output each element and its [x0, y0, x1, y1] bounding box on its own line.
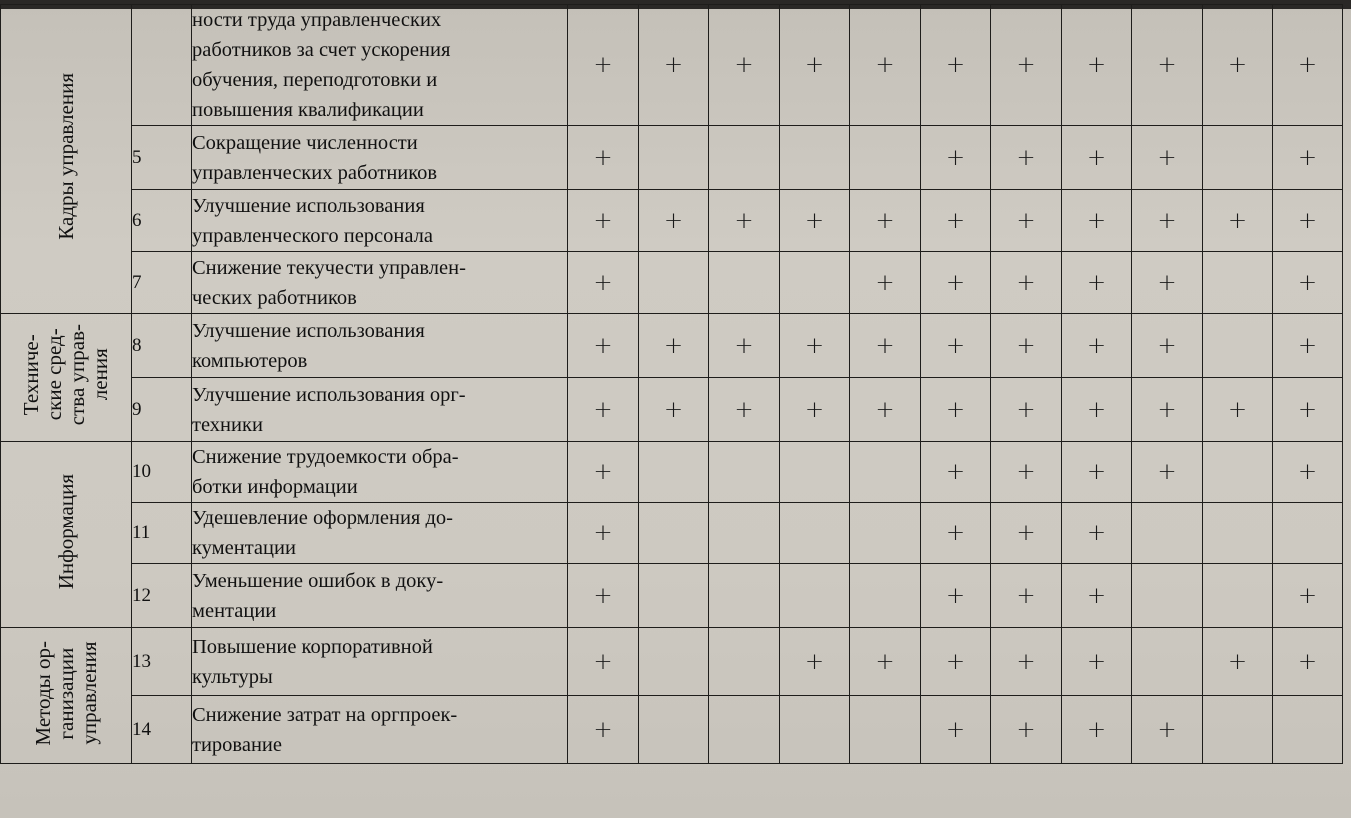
mark-cell: [709, 314, 780, 378]
plus-mark: +: [1157, 396, 1177, 423]
plus-mark: +: [593, 269, 613, 296]
mark-cell: [921, 564, 991, 628]
mark-cell: [709, 190, 780, 252]
mark-cell: [639, 628, 709, 696]
mark-cell: [1062, 190, 1132, 252]
mark-cell: [1273, 628, 1343, 696]
measure-description: Снижение текучести управлен- ческих работников: [192, 252, 568, 314]
mark-cell: [1273, 126, 1343, 190]
plus-mark: +: [804, 648, 825, 675]
plus-mark: +: [1086, 332, 1107, 359]
row-number: [132, 5, 192, 126]
row-number: 8: [132, 314, 192, 378]
mark-cell: [850, 564, 921, 628]
mark-cell: [709, 503, 780, 564]
group-label-cell: [1, 628, 132, 764]
plus-mark: +: [1086, 269, 1107, 296]
mark-cell: [639, 564, 709, 628]
mark-cell: [1132, 314, 1203, 378]
mark-cell: [1132, 5, 1203, 126]
table-row: [1, 5, 1343, 126]
mark-cell: [1132, 628, 1203, 696]
mark-cell: [921, 190, 991, 252]
measure-description: Снижение трудоемкости обра- ботки информации: [192, 442, 568, 503]
plus-mark: +: [1157, 207, 1177, 234]
plus-mark: +: [593, 459, 613, 485]
mark-cell: [639, 378, 709, 442]
mark-cell: [639, 126, 709, 190]
table-body: [1, 5, 1343, 764]
plus-mark: +: [1016, 716, 1036, 743]
mark-cell: [991, 378, 1062, 442]
mark-cell: [780, 442, 850, 503]
plus-mark: +: [1297, 207, 1318, 234]
mark-cell: [991, 628, 1062, 696]
plus-mark: +: [1016, 207, 1036, 234]
plus-mark: +: [1086, 396, 1107, 423]
plus-mark: +: [945, 648, 966, 675]
mark-cell: [1132, 252, 1203, 314]
mark-cell: [1062, 126, 1132, 190]
mark-cell: [709, 564, 780, 628]
plus-mark: +: [663, 52, 684, 78]
mark-cell: [850, 442, 921, 503]
mark-cell: [1203, 628, 1273, 696]
plus-mark: +: [945, 459, 966, 485]
plus-mark: +: [1157, 269, 1177, 296]
plus-mark: +: [875, 332, 895, 359]
plus-mark: +: [945, 269, 966, 296]
mark-cell: [568, 5, 639, 126]
plus-mark: +: [734, 332, 754, 359]
plus-mark: +: [1227, 648, 1248, 675]
mark-cell: [639, 442, 709, 503]
table-row: [1, 503, 1343, 564]
mark-cell: [568, 564, 639, 628]
mark-cell: [568, 252, 639, 314]
mark-cell: [709, 442, 780, 503]
mark-cell: [1203, 378, 1273, 442]
mark-cell: [1062, 5, 1132, 126]
mark-cell: [850, 5, 921, 126]
plus-mark: +: [593, 52, 613, 78]
mark-cell: [850, 628, 921, 696]
plus-mark: +: [1016, 459, 1036, 485]
mark-cell: [639, 190, 709, 252]
group-label-cell: [1, 5, 132, 314]
plus-mark: +: [734, 396, 754, 423]
mark-cell: [1273, 442, 1343, 503]
mark-cell: [1203, 252, 1273, 314]
measure-description: Улучшение использования компьютеров: [192, 314, 568, 378]
mark-cell: [1062, 252, 1132, 314]
table-row: [1, 314, 1343, 378]
group-label: Техниче- ские сред- ства управ- ления: [19, 324, 112, 426]
mark-cell: [1132, 126, 1203, 190]
mark-cell: [1062, 503, 1132, 564]
mark-cell: [921, 5, 991, 126]
mark-cell: [921, 696, 991, 764]
plus-mark: +: [1227, 396, 1248, 423]
mark-cell: [780, 252, 850, 314]
mark-cell: [709, 378, 780, 442]
mark-cell: [1132, 190, 1203, 252]
table-row: [1, 696, 1343, 764]
mark-cell: [568, 442, 639, 503]
plus-mark: +: [875, 52, 895, 78]
measure-description: Уменьшение ошибок в доку- ментации: [192, 564, 568, 628]
mark-cell: [780, 314, 850, 378]
mark-cell: [568, 378, 639, 442]
plus-mark: +: [945, 332, 966, 359]
mark-cell: [780, 378, 850, 442]
mark-cell: [780, 5, 850, 126]
plus-mark: +: [593, 332, 613, 359]
mark-cell: [1203, 5, 1273, 126]
plus-mark: +: [593, 648, 613, 675]
mark-cell: [1273, 5, 1343, 126]
measure-description: Сокращение численности управленческих работников: [192, 126, 568, 190]
mark-cell: [991, 696, 1062, 764]
mark-cell: [639, 314, 709, 378]
plus-mark: +: [1016, 520, 1036, 546]
measure-description: Улучшение использования управленческого персонала: [192, 190, 568, 252]
plus-mark: +: [1297, 332, 1318, 359]
plus-mark: +: [1157, 459, 1177, 485]
plus-mark: +: [1297, 582, 1318, 609]
plus-mark: +: [1157, 52, 1177, 78]
mark-cell: [780, 503, 850, 564]
mark-cell: [568, 696, 639, 764]
mark-cell: [1062, 564, 1132, 628]
plus-mark: +: [1297, 648, 1318, 675]
mark-cell: [1062, 442, 1132, 503]
mark-cell: [991, 503, 1062, 564]
mark-cell: [1203, 503, 1273, 564]
mark-cell: [568, 314, 639, 378]
table-row: [1, 628, 1343, 696]
plus-mark: +: [1016, 648, 1036, 675]
plus-mark: +: [1016, 144, 1036, 171]
mark-cell: [1132, 564, 1203, 628]
mark-cell: [1203, 126, 1273, 190]
plus-mark: +: [734, 207, 754, 234]
mark-cell: [1273, 378, 1343, 442]
mark-cell: [780, 696, 850, 764]
mark-cell: [568, 126, 639, 190]
plus-mark: +: [1016, 332, 1036, 359]
mark-cell: [991, 252, 1062, 314]
mark-cell: [1062, 696, 1132, 764]
mark-cell: [639, 503, 709, 564]
plus-mark: +: [1297, 144, 1318, 171]
plus-mark: +: [945, 716, 966, 743]
mark-cell: [1132, 378, 1203, 442]
plus-mark: +: [1086, 716, 1107, 743]
row-number: 5: [132, 126, 192, 190]
plus-mark: +: [1086, 582, 1107, 609]
mark-cell: [850, 696, 921, 764]
plus-mark: +: [593, 207, 613, 234]
plus-mark: +: [1227, 52, 1248, 78]
plus-mark: +: [804, 52, 825, 78]
row-number: 11: [132, 503, 192, 564]
mark-cell: [921, 314, 991, 378]
mark-cell: [1203, 696, 1273, 764]
mark-cell: [1203, 564, 1273, 628]
mark-cell: [709, 252, 780, 314]
table-row: [1, 126, 1343, 190]
plus-mark: +: [875, 207, 895, 234]
mark-cell: [1273, 190, 1343, 252]
mark-cell: [1273, 314, 1343, 378]
mark-cell: [780, 190, 850, 252]
mark-cell: [709, 126, 780, 190]
measure-description: Улучшение использования орг- техники: [192, 378, 568, 442]
plus-mark: +: [663, 332, 684, 359]
mark-cell: [991, 5, 1062, 126]
mark-cell: [991, 442, 1062, 503]
plus-mark: +: [1157, 144, 1177, 171]
mark-cell: [991, 126, 1062, 190]
mark-cell: [780, 564, 850, 628]
row-number: 12: [132, 564, 192, 628]
table-row: [1, 378, 1343, 442]
plus-mark: +: [945, 520, 966, 546]
mark-cell: [639, 5, 709, 126]
plus-mark: +: [1016, 582, 1036, 609]
mark-cell: [1203, 190, 1273, 252]
group-label-cell: [1, 442, 132, 628]
mark-cell: [1273, 696, 1343, 764]
mark-cell: [1132, 442, 1203, 503]
mark-cell: [1132, 696, 1203, 764]
plus-mark: +: [1086, 459, 1107, 485]
plus-mark: +: [1016, 269, 1036, 296]
mark-cell: [921, 126, 991, 190]
mark-cell: [921, 442, 991, 503]
table-row: [1, 564, 1343, 628]
plus-mark: +: [1016, 52, 1036, 78]
plus-mark: +: [1086, 207, 1107, 234]
plus-mark: +: [1297, 396, 1318, 423]
mark-cell: [850, 190, 921, 252]
mark-cell: [709, 5, 780, 126]
measures-table: [0, 4, 1343, 764]
plus-mark: +: [945, 52, 966, 78]
mark-cell: [1273, 564, 1343, 628]
row-number: 10: [132, 442, 192, 503]
mark-cell: [568, 503, 639, 564]
measure-description: Снижение затрат на оргпроек- тирование: [192, 696, 568, 764]
plus-mark: +: [1297, 52, 1318, 78]
mark-cell: [921, 252, 991, 314]
mark-cell: [921, 503, 991, 564]
plus-mark: +: [663, 396, 684, 423]
mark-cell: [709, 696, 780, 764]
plus-mark: +: [804, 207, 825, 234]
row-number: 6: [132, 190, 192, 252]
mark-cell: [991, 314, 1062, 378]
mark-cell: [991, 564, 1062, 628]
measure-description: ности труда управленческих работников за счет ускорения обучения, переподготовки и повышения квалификации: [192, 5, 568, 126]
plus-mark: +: [593, 716, 613, 743]
group-label: Информация: [53, 474, 78, 590]
plus-mark: +: [1157, 716, 1177, 743]
mark-cell: [991, 190, 1062, 252]
plus-mark: +: [945, 207, 966, 234]
plus-mark: +: [593, 396, 613, 423]
table-row: [1, 442, 1343, 503]
plus-mark: +: [1297, 459, 1318, 485]
row-number: 7: [132, 252, 192, 314]
mark-cell: [1062, 378, 1132, 442]
row-number: 9: [132, 378, 192, 442]
mark-cell: [1273, 503, 1343, 564]
row-number: 14: [132, 696, 192, 764]
group-label: Методы ор- ганизации управления: [30, 640, 101, 746]
plus-mark: +: [593, 582, 613, 609]
plus-mark: +: [1157, 332, 1177, 359]
plus-mark: +: [804, 396, 825, 423]
plus-mark: +: [1086, 144, 1107, 171]
group-label-cell: [1, 314, 132, 442]
table-row: [1, 190, 1343, 252]
mark-cell: [639, 696, 709, 764]
mark-cell: [568, 628, 639, 696]
group-label: Кадры управления: [53, 73, 78, 240]
mark-cell: [1062, 628, 1132, 696]
plus-mark: +: [1086, 52, 1107, 78]
mark-cell: [850, 314, 921, 378]
mark-cell: [1273, 252, 1343, 314]
mark-cell: [568, 190, 639, 252]
mark-cell: [1132, 503, 1203, 564]
measure-description: Удешевление оформления до- кументации: [192, 503, 568, 564]
plus-mark: +: [875, 396, 895, 423]
mark-cell: [709, 628, 780, 696]
mark-cell: [780, 126, 850, 190]
plus-mark: +: [593, 144, 613, 171]
mark-cell: [1203, 314, 1273, 378]
plus-mark: +: [663, 207, 684, 234]
plus-mark: +: [593, 520, 613, 546]
mark-cell: [639, 252, 709, 314]
plus-mark: +: [1227, 207, 1248, 234]
plus-mark: +: [804, 332, 825, 359]
mark-cell: [921, 378, 991, 442]
mark-cell: [850, 503, 921, 564]
plus-mark: +: [875, 648, 895, 675]
plus-mark: +: [734, 52, 754, 78]
mark-cell: [850, 252, 921, 314]
measure-description: Повышение корпоративной культуры: [192, 628, 568, 696]
mark-cell: [850, 126, 921, 190]
plus-mark: +: [1297, 269, 1318, 296]
table-row: [1, 252, 1343, 314]
plus-mark: +: [1086, 648, 1107, 675]
mark-cell: [1062, 314, 1132, 378]
plus-mark: +: [945, 144, 966, 171]
mark-cell: [1203, 442, 1273, 503]
plus-mark: +: [945, 582, 966, 609]
mark-cell: [850, 378, 921, 442]
plus-mark: +: [1086, 520, 1107, 546]
plus-mark: +: [1016, 396, 1036, 423]
row-number: 13: [132, 628, 192, 696]
plus-mark: +: [945, 396, 966, 423]
mark-cell: [921, 628, 991, 696]
plus-mark: +: [875, 269, 895, 296]
mark-cell: [780, 628, 850, 696]
